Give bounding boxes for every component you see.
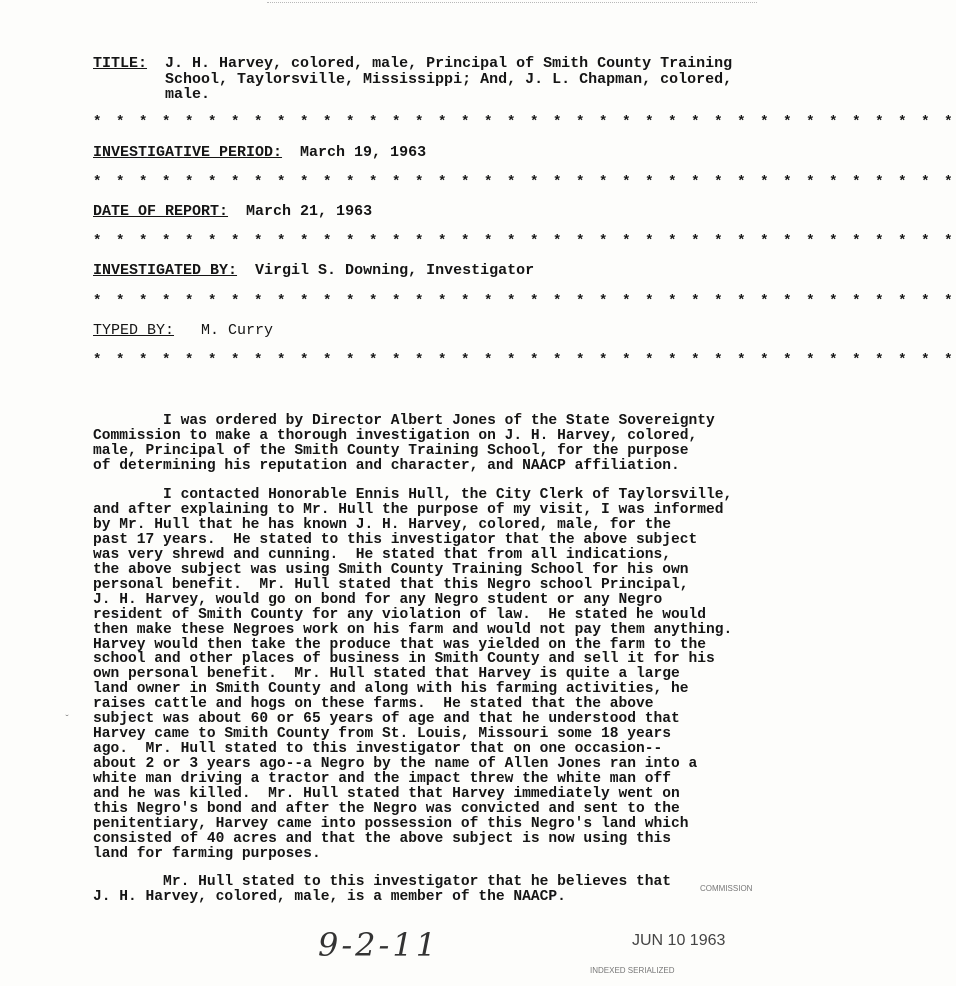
title-line-1: J. H. Harvey, colored, male, Principal of Smith County Training — [165, 55, 733, 72]
title-row — [93, 72, 732, 88]
separator-stars: * * * * * * * * * * * * * * * * * * * * * * * * * * * * * * * * * * * * * * — [93, 174, 956, 190]
paragraph-line: Harvey came to Smith County from St. Louis, Missouri some 18 years — [93, 726, 672, 743]
paragraph-line: J. H. Harvey, colored, male, is a member of the NAACP. — [93, 888, 566, 905]
typed-by-value: M. Curry — [201, 322, 274, 339]
paragraph-line: consisted of 40 acres and that the above subject is now using this — [93, 830, 672, 847]
date-of-report-label: DATE OF REPORT: — [93, 203, 229, 220]
title-row — [93, 87, 732, 103]
paragraph-2 — [93, 488, 732, 862]
investigated-by-value: Virgil S. Downing, Investigator — [255, 262, 535, 279]
paragraph-line: ago. Mr. Hull stated to this investigator that on one occasion-- — [93, 741, 663, 758]
top-dotted-rule — [267, 2, 757, 3]
date-stamp: JUN 10 1963 — [632, 932, 726, 949]
paragraph-line: and after explaining to Mr. Hull the purpose of my visit, I was informed — [93, 501, 724, 518]
typed-by-row — [93, 323, 273, 339]
title-row — [93, 56, 732, 72]
paragraph-line: this Negro's bond and after the Negro was convicted and sent to the — [93, 801, 680, 818]
paragraph-line: land for farming purposes. — [93, 845, 321, 862]
paragraph-3 — [93, 875, 671, 905]
paragraph-line: I contacted Honorable Ennis Hull, the City Clerk of Taylorsville, — [93, 487, 733, 503]
investigative-period-value: March 19, 1963 — [300, 144, 427, 161]
paragraph-line: Mr. Hull stated to this investigator that he believes that — [93, 874, 672, 890]
paragraph-line: J. H. Harvey, would go on bond for any Negro student or any Negro — [93, 591, 663, 608]
paragraph-line: white man driving a tractor and the impact threw the white man off — [93, 771, 672, 788]
title-line-2: School, Taylorsville, Mississippi; And, J. L. Chapman, colored, — [165, 70, 733, 88]
separator-stars: * * * * * * * * * * * * * * * * * * * * * * * * * * * * * * * * * * * * * * — [93, 233, 956, 249]
paragraph-line: land owner in Smith County and along with his farming activities, he — [93, 681, 689, 698]
paragraph-line: past 17 years. He stated to this investigator that the above subject — [93, 531, 698, 548]
paragraph-line: Commission to make a thorough investigation on J. H. Harvey, colored, — [93, 427, 698, 444]
paragraph-line: by Mr. Hull that he has known J. H. Harvey, colored, male, for the — [93, 516, 672, 533]
title-label: TITLE: — [93, 55, 148, 72]
paragraph-line: I was ordered by Director Albert Jones of the State Sovereignty — [93, 413, 715, 429]
paragraph-line: about 2 or 3 years ago--a Negro by the name of Allen Jones ran into a — [93, 756, 698, 773]
paragraph-line: penitentiary, Harvey came into possession of this Negro's land which — [93, 815, 689, 832]
paragraph-line: was very shrewd and cunning. He stated that from all indications, — [93, 546, 672, 563]
paragraph-line: then make these Negroes work on his farm and would not pay them anything. — [93, 621, 733, 638]
commission-stamp: COMMISSION — [700, 884, 753, 893]
handwritten-file-number: 9-2-11 — [318, 926, 440, 964]
paragraph-line: resident of Smith County for any violation of law. He stated he would — [93, 606, 707, 623]
indexed-stamp: INDEXED SERIALIZED — [590, 966, 675, 975]
paragraph-line: personal benefit. Mr. Hull stated that this Negro school Principal, — [93, 576, 689, 593]
separator-stars: * * * * * * * * * * * * * * * * * * * * * * * * * * * * * * * * * * * * * * — [93, 114, 956, 130]
paragraph-line: school and other places of business in Smith County and sell it for his — [93, 651, 715, 668]
date-of-report-value: March 21, 1963 — [246, 203, 373, 220]
typed-by-label: TYPED BY: — [93, 322, 175, 339]
margin-mark: ˇ — [64, 715, 71, 726]
paragraph-1 — [93, 414, 715, 474]
paragraph-line: and he was killed. Mr. Hull stated that Harvey immediately went on — [93, 786, 680, 803]
investigative-period-row — [93, 145, 426, 161]
investigative-period-label: INVESTIGATIVE PERIOD: — [93, 144, 283, 161]
paragraph-line: of determining his reputation and character, and NAACP affiliation. — [93, 457, 680, 474]
title-line-3: male. — [165, 86, 211, 103]
paragraph-line: the above subject was using Smith County Training School for his own — [93, 561, 689, 578]
paragraph-line: male, Principal of the Smith County Training School, for the purpose — [93, 442, 689, 459]
separator-stars: * * * * * * * * * * * * * * * * * * * * * * * * * * * * * * * * * * * * * * — [93, 293, 956, 309]
paragraph-line: subject was about 60 or 65 years of age and that he understood that — [93, 711, 680, 728]
title-block — [93, 56, 732, 103]
paragraph-line: Harvey would then take the produce that was yielded on the farm to the — [93, 636, 707, 653]
investigated-by-label: INVESTIGATED BY: — [93, 262, 238, 279]
paragraph-line: own personal benefit. Mr. Hull stated that Harvey is quite a large — [93, 666, 680, 683]
date-of-report-row — [93, 204, 372, 220]
paragraph-line: raises cattle and hogs on these farms. He stated that the above — [93, 696, 654, 713]
separator-stars: * * * * * * * * * * * * * * * * * * * * * * * * * * * * * * * * * * * * * * — [93, 352, 956, 368]
investigated-by-row — [93, 263, 534, 279]
